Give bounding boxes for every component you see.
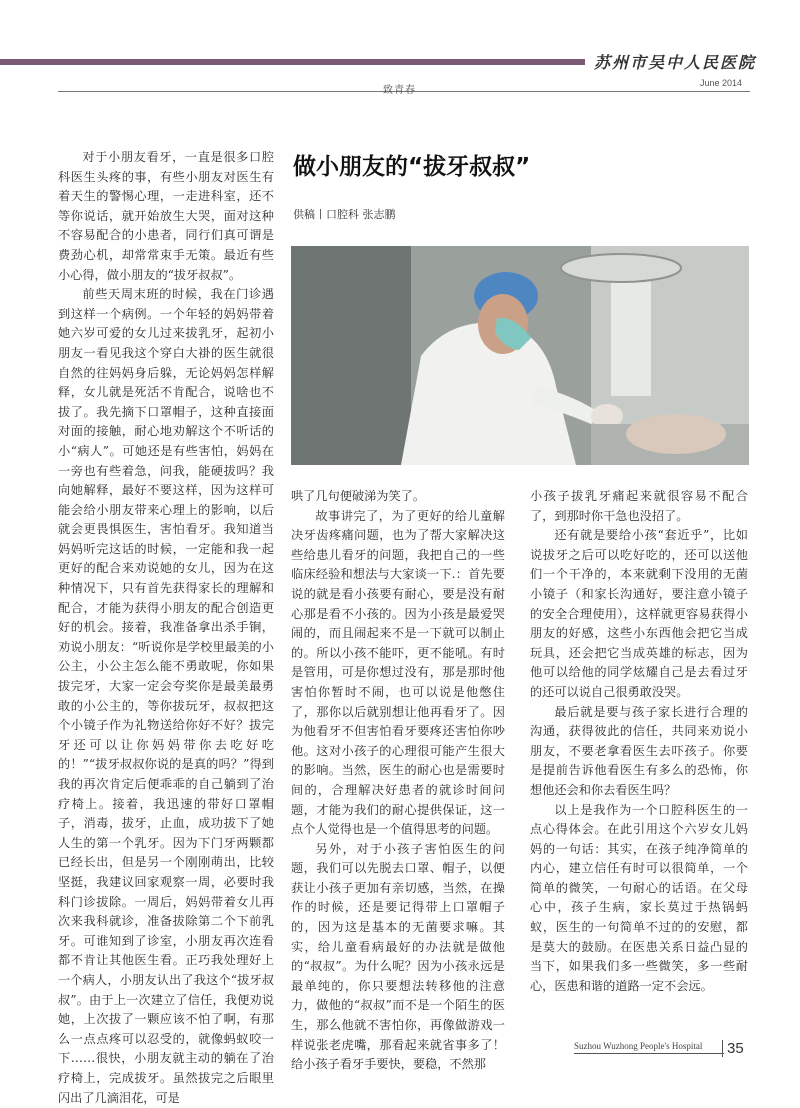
header-color-bar (0, 59, 585, 65)
paragraph: 故事讲完了，为了更好的给儿童解决牙齿疼痛问题，也为了帮大家解决这些给患儿看牙的问题，我把自己的一些临床经验和想法与大家谈一下.：首先要说的就是看小孩要有耐心，要是没有耐心那是看不小孩的。因为小孩是最爱哭闹的，而且闹起来不是一下就可以制止的。所以小孩不能吓，更不能吼。有时是管用，可是你想过没有，那是那时他害怕你暂时不闹，也可以说是他憋住了，那你以后就别想让他再看牙了。因为他看牙不但害怕看牙要疼还害怕你吵他。这对小孩子的心理很可能产生很大的影响。当然，医生的耐心也是需要时间的，合理解决好患者的就诊时间问题，才能为我们的耐心提供保证，这一点个人觉得也是一个值得思考的问题。 (291, 508, 505, 837)
paragraph: 前些天周末班的时候，我在门诊遇到这样一个病例。一个年轻的妈妈带着她六岁可爱的女儿过来拔乳牙，起初小朋友一看见我这个穿白大褂的医生就很自然的往妈妈身后躲，无论妈妈怎样解释，女儿就是死活不肯配合，说啥也不拔了。我先摘下口罩帽子，这种直接面对面的接触，耐心地劝解这个不听话的小“病人”。可她还是有些害怕，妈妈在一旁也有些着急，问我，能硬拔吗？我向她解释，最好不要这样，因为这样可能会给小朋友带来心理上的影响，以后就会更畏惧医生，害怕看牙。我知道当妈妈听完这话的时候，一定能和我一起更好的配合来劝说她的女儿，因为在这种情况下，只有首先获得家长的理解和配合，才能为获得小朋友的配合创造更好的机会。接着，我准备拿出杀手锏，劝说小朋友：“听说你是学校里最美的小公主，小公主怎么能不勇敢呢，你如果拔完牙，大家一定会夸奖你是最美最勇敢的小公主的，等你拔玩牙，叔叔把这个小镜子作为礼物送给你好不好？拔完牙还可以让你妈妈带你去吃好吃的！”“拔牙叔叔你说的是真的吗？”得到我的再次肯定后便乖乖的自己躺到了治疗椅上。接着，我迅速的带好口罩帽子，消毒，拔牙，止血，成功拔下了她人生的第一个乳牙。因为下门牙两颗都已经长出，但是另一个刚刚萌出，比较坚挺，我建议回家观察一周，必要时我科门诊拔除。一周后，妈妈带着女儿再次来我科就诊，准备拔除第二个下前乳牙。可谁知到了诊室，小朋友再次连看都不肯让其他医生看。正巧我处理好上一个病人，小朋友认出了我这个“拔牙叔叔”。由于上一次建立了信任，我便劝说她，上次拔了一颗应该不怕了啊，有那么一点点疼可以忍受的，就像蚂蚁咬一下……很快，小朋友就主动的躺在了治疗椅上，完成拔牙。虽然拔完之后眼里闪出了几滴泪花，可是 (58, 287, 274, 1105)
article-column-1 (58, 148, 274, 1108)
article-column-2 (291, 487, 505, 1075)
photo-illustration (291, 246, 749, 465)
paragraph: 以上是我作为一个口腔科医生的一点心得体会。在此引用这个六岁女儿妈妈的一句话：其实，在孩子纯净简单的内心，建立信任有时可以很简单，一个简单的微笑，一句耐心的话语。在父母心中，孩子生病，家长莫过于热锅蚂蚁，医生的一句简单不过的的安慰，都是莫大的鼓励。在医患关系日益凸显的当下，如果我们多一些微笑，多一些耐心，医患和谐的道路一定不会远。 (530, 802, 748, 993)
issue-date: June 2014 (700, 78, 743, 88)
footer-rule (574, 1053, 724, 1054)
dentist-photo (291, 246, 749, 465)
paragraph: 对于小朋友看牙，一直是很多口腔科医生头疼的事，有些小朋友对医生有着天生的警惕心理，一走进科室，还不等你说话，就开始放生大哭，面对这种不容易配合的小患者，同行们真可谓是费劲心机，却常常束手无策。最近有些小心得，做小朋友的“拔牙叔叔”。 (58, 150, 274, 282)
article-column-3 (530, 487, 748, 996)
paragraph: 小孩子拔乳牙痛起来就很容易不配合了，到那时你干急也没招了。 (530, 489, 748, 523)
page-number: 35 (722, 1040, 744, 1057)
paragraph: 最后就是要与孩子家长进行合理的沟通，获得彼此的信任，共同来劝说小朋友，不要老拿看医生去吓孩子。你要是提前告诉他看医生有多么的恐怖，你想他还会和你去看医生吗？ (530, 704, 748, 797)
paragraph: 还有就是要给小孩“套近乎”，比如说拔牙之后可以吃好吃的，还可以送他们一个干净的，本来就剩下没用的无菌小镜子（和家长沟通好，要注意小镜子的安全合理使用），这样就更容易获得小朋友的好感，这些小东西他会把它当成玩具，还会把它当成英雄的标志，因为他可以给他的同学炫耀自己是去看过牙的还可以说自己很勇敢没哭。 (530, 528, 748, 699)
article-title: 做小朋友的“拔牙叔叔” (293, 154, 531, 180)
footer-hospital-name: Suzhou Wuzhong People's Hospital (574, 1041, 703, 1051)
paragraph: 另外，对于小孩子害怕医生的问题，我们可以先脱去口罩、帽子，以便获让小孩子更加有亲切感，当然，在操作的时候，还是要记得带上口罩帽子的，因为这是基本的无菌要求嘛。其实，给儿童看病最好的办法就是做他的“叔叔”。为什么呢？因为小孩永远是最单纯的，你只要想法转移他的注意力，做他的“叔叔”而不是一个陌生的医生，那么他就不害怕你，再像做游戏一样说张老虎嘴，那看起来就省事多了！给小孩子看牙手要快，要稳，不然那 (291, 841, 505, 1072)
article-byline: 供稿丨口腔科 张志鹏 (293, 208, 396, 221)
section-title: 致青春 (383, 85, 416, 96)
paragraph: 哄了几句便破涕为笑了。 (291, 489, 426, 503)
hospital-name: 苏州市吴中人民医院 (594, 53, 757, 72)
